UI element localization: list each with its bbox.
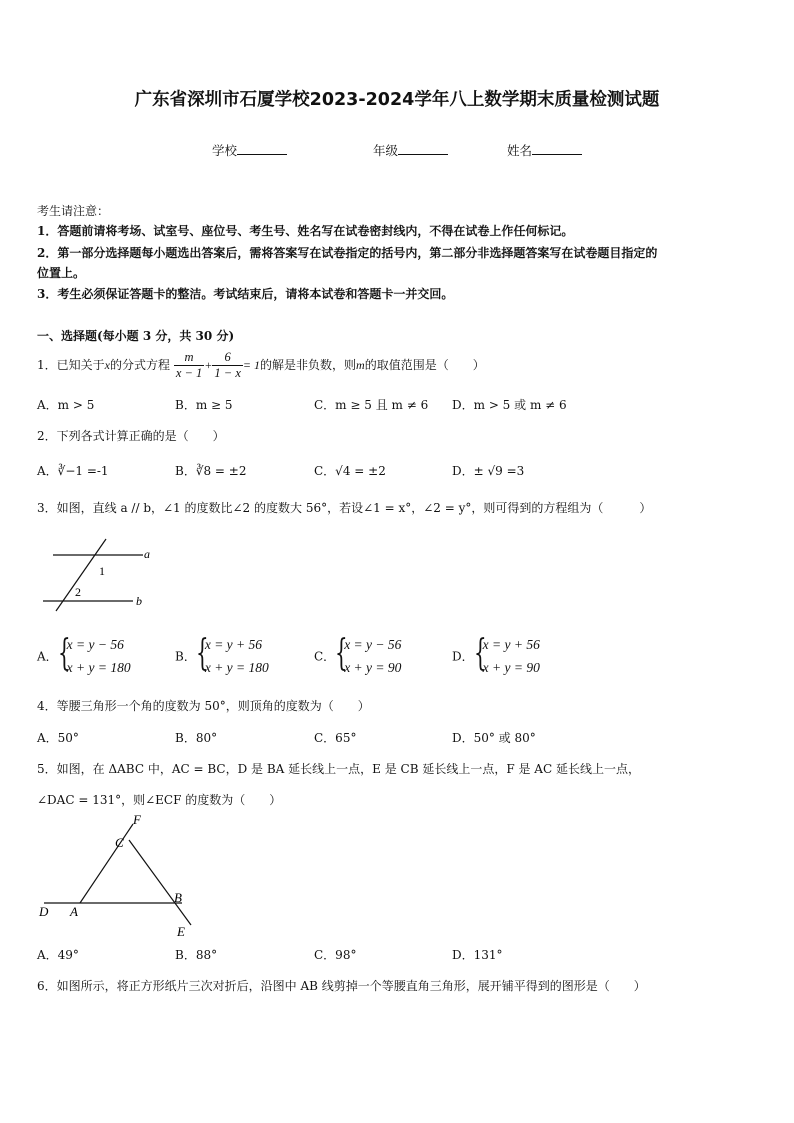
q3-label-angle2: 2 (75, 585, 81, 599)
q1-option-d: D．m > 5 或 m ≠ 6 (452, 398, 567, 412)
q5-option-a: A．49° (37, 948, 79, 962)
q5-label-C: C (115, 835, 124, 850)
q3-d-eq1: x = y + 56 (482, 637, 540, 652)
q5-label-E: E (177, 924, 185, 939)
q3-option-a-system (58, 633, 131, 679)
q5-label-D: D (39, 904, 49, 919)
q3-a-eq1: x = y − 56 (66, 637, 124, 652)
question-2-stem: 2．下列各式计算正确的是（ ） (37, 429, 225, 443)
q1-plus: + (204, 358, 213, 372)
q3-option-d-label: D． (452, 649, 474, 664)
q3-option-a (37, 633, 131, 679)
brace-icon: { (57, 633, 71, 674)
q3-label-a: a (144, 547, 150, 561)
notice-item-1: 1．答题前请将考场、试室号、座位号、考生号、姓名写在试卷密封线内，不得在试卷上作任何标记。 (37, 224, 574, 238)
notice-item-3: 3．考生必须保证答题卡的整洁。考试结束后，请将本试卷和答题卡一并交回。 (37, 287, 454, 301)
q1-f1-numerator: m (174, 350, 204, 366)
q1-text-pre: 1．已知关于 (37, 358, 105, 372)
q2-option-c: C．√4 = ±2 (314, 464, 386, 478)
q1-fraction-1 (174, 350, 204, 381)
q3-option-c-label: C． (314, 649, 336, 664)
q3-b-eq2: x + y = 180 (204, 660, 269, 675)
q1-f2-denominator: 1 − x (214, 366, 241, 380)
q5-line-CE (129, 840, 191, 925)
q3-c-eq1: x = y − 56 (344, 637, 402, 652)
notice-item-2-cont: 位置上。 (37, 266, 86, 280)
q2-option-a: A．∛−1 =-1 (37, 464, 109, 478)
school-blank (237, 142, 287, 155)
notice-item-2: 2．第一部分选择题每小题选出答案后，需将答案写在试卷指定的括号内，第二部分非选择题答案写在试卷题目指定的 (37, 246, 658, 260)
name-blank (532, 142, 582, 155)
q2-option-b: B．∛8 = ±2 (175, 464, 247, 478)
q5-label-B: B (174, 890, 182, 905)
name-field (507, 141, 582, 159)
q1-text-mid: 的分式方程 (109, 358, 170, 372)
q3-option-c (314, 633, 401, 679)
q1-fraction-2 (212, 350, 242, 381)
school-field (212, 141, 287, 159)
q3-option-a-label: A． (37, 649, 58, 664)
q5-figure (36, 812, 206, 940)
q1-var-x: x (104, 358, 110, 372)
q2-option-d: D．± √9 =3 (452, 464, 525, 478)
q5-option-c: C．98° (314, 948, 357, 962)
q5-label-F: F (133, 812, 141, 827)
q3-option-b-label: B． (175, 649, 196, 664)
q1-option-b: B．m ≥ 5 (175, 398, 233, 412)
q1-f2-numerator: 6 (212, 350, 242, 366)
brace-icon: { (195, 633, 209, 674)
grade-label: 年级 (373, 143, 399, 158)
question-5-stem-line1: 5．如图，在 ΔABC 中，AC = BC，D 是 BA 延长线上一点，E 是 CB 延长线上一点，F 是 AC 延长线上一点， (37, 762, 640, 776)
q4-option-c: C．65° (314, 731, 357, 745)
q1-text-post: 的解是非负数，则 (260, 358, 357, 372)
question-4-stem: 4．等腰三角形一个角的度数为 50°，则顶角的度数为（ ） (37, 699, 370, 713)
q3-option-b-system (196, 633, 269, 679)
q1-text-post2: 的取值范围是（ ） (364, 358, 485, 372)
q1-var-m: m (356, 358, 365, 372)
brace-icon: { (335, 633, 348, 674)
q3-label-angle1: 1 (99, 564, 105, 578)
q3-option-c-system (335, 633, 401, 679)
q3-a-eq2: x + y = 180 (66, 660, 131, 675)
q1-option-a: A．m > 5 (37, 398, 95, 412)
question-1-stem (37, 348, 485, 382)
q1-option-c: C．m ≥ 5 且 m ≠ 6 (314, 398, 429, 412)
q1-f1-denominator: x − 1 (175, 366, 203, 380)
q4-option-a: A．50° (37, 731, 79, 745)
q3-b-eq1: x = y + 56 (204, 637, 263, 652)
name-label: 姓名 (507, 143, 533, 158)
section-heading: 一、选择题(每小题 3 分，共 30 分) (37, 329, 235, 343)
school-label: 学校 (212, 143, 238, 158)
q3-c-eq2: x + y = 90 (344, 660, 402, 675)
q3-option-b (175, 633, 269, 679)
q5-option-b: B．88° (175, 948, 218, 962)
q4-option-d: D．50° 或 80° (452, 731, 536, 745)
q3-figure (38, 536, 158, 612)
question-5-stem-line2: ∠DAC = 131°，则∠ECF 的度数为（ ） (37, 793, 282, 807)
q5-option-d: D．131° (452, 948, 503, 962)
q4-option-b: B．80° (175, 731, 218, 745)
page-title: 广东省深圳市石厦学校2023-2024学年八上数学期末质量检测试题 (134, 90, 660, 110)
notice-heading: 考生请注意： (37, 204, 110, 218)
q1-equals: = 1 (242, 358, 260, 372)
question-6-stem: 6．如图所示，将正方形纸片三次对折后，沿图中 AB 线剪掉一个等腰直角三角形，展开铺平得到的图形是（ ） (37, 979, 646, 993)
question-3-stem: 3．如图，直线 a // b，∠1 的度数比∠2 的度数大 56°，若设∠1 = x°，∠2 = y°，则可得到的方程组为（ ） (37, 501, 652, 515)
grade-field (373, 141, 448, 159)
q3-option-d-system (474, 633, 540, 679)
grade-blank (398, 142, 448, 155)
brace-icon: { (473, 633, 487, 674)
q3-label-b: b (136, 594, 142, 608)
q5-label-A: A (70, 904, 78, 919)
q3-option-d (452, 633, 540, 679)
q5-line-AF (80, 824, 133, 903)
q3-d-eq2: x + y = 90 (482, 660, 540, 675)
